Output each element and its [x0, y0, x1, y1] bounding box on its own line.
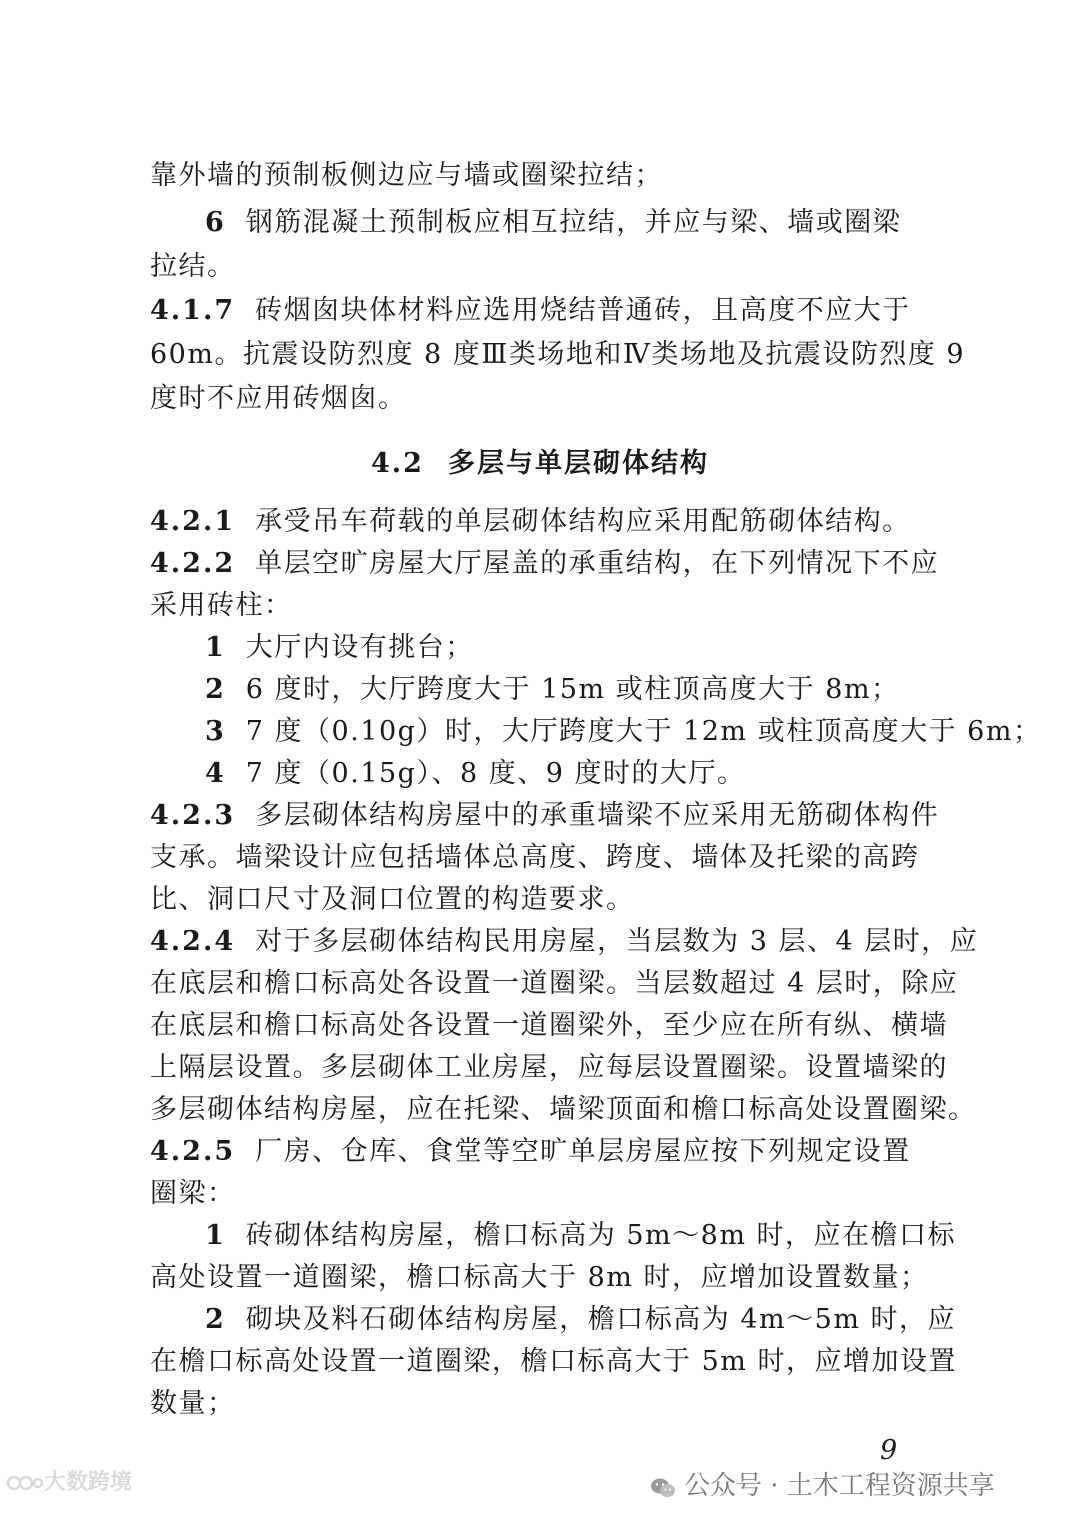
clause-4-2-2: 4.2.2 单层空旷房屋大厅屋盖的承重结构，在下列情况下不应 — [150, 548, 940, 579]
clause-4-2-4: 4.2.4 对于多层砌体结构民用房屋，当层数为 3 层、4 层时，应 — [150, 926, 979, 957]
list-item: 4 7 度（0.15g）、8 度、9 度时的大厅。 — [205, 758, 746, 789]
text-line: 在檐口标高处设置一道圈梁，檐口标高大于 5m 时，应增加设置 — [150, 1346, 957, 1377]
watermark-logo-icon — [6, 1473, 44, 1493]
text-line: 上隔层设置。多层砌体工业房屋，应每层设置圈梁。设置墙梁的 — [150, 1052, 948, 1083]
text-line: 在底层和檐口标高处各设置一道圈梁外，至少应在所有纵、横墙 — [150, 1010, 948, 1041]
clause-4-1-7: 4.1.7 砖烟囱块体材料应选用烧结普通砖，且高度不应大于 — [150, 295, 911, 326]
section-title: 多层与单层砌体结构 — [447, 448, 709, 479]
clause-number: 4.2.4 — [150, 926, 236, 957]
text-line: 高处设置一道圈梁，檐口标高大于 8m 时，应增加设置数量； — [150, 1262, 929, 1293]
wechat-account-label: 公众号 · 土木工程资源共享 — [650, 1465, 995, 1502]
clause-number: 4.2.1 — [150, 506, 236, 537]
watermark: 大数跨境 — [6, 1465, 132, 1496]
text-line: 度时不应用砖烟囱。 — [150, 383, 407, 414]
list-item: 2 6 度时，大厅跨度大于 15m 或柱顶高度大于 8m； — [205, 674, 900, 705]
list-item: 1 大厅内设有挑台； — [205, 632, 474, 663]
text-line: 圈梁： — [150, 1178, 236, 1209]
text-line: 采用砖柱： — [150, 590, 293, 621]
wechat-icon — [650, 1476, 676, 1498]
text-line: 数量； — [150, 1388, 236, 1419]
item-number: 2 — [205, 674, 226, 705]
clause-number: 4.2.2 — [150, 548, 236, 579]
text-line: 多层砌体结构房屋，应在托梁、墙梁顶面和檐口标高处设置圈梁。 — [150, 1094, 977, 1125]
clause-4-2-3: 4.2.3 多层砌体结构房屋中的承重墙梁不应采用无筋砌体构件 — [150, 800, 940, 831]
item-number: 1 — [205, 632, 226, 663]
clause-4-2-5: 4.2.5 厂房、仓库、食堂等空旷单层房屋应按下列规定设置 — [150, 1136, 911, 1167]
list-item: 1 砖砌体结构房屋，檐口标高为 5m～8m 时，应在檐口标 — [205, 1220, 957, 1251]
item-number: 6 — [205, 207, 226, 238]
clause-number: 4.2.3 — [150, 800, 236, 831]
item-number: 3 — [205, 716, 226, 747]
list-item: 6 钢筋混凝土预制板应相互拉结，并应与梁、墙或圈梁 — [205, 207, 902, 238]
text-line: 靠外墙的预制板侧边应与墙或圈梁拉结； — [150, 160, 663, 191]
clause-number: 4.2.5 — [150, 1136, 236, 1167]
page-number: 9 — [880, 1435, 898, 1466]
text-line: 拉结。 — [150, 251, 236, 282]
item-number: 2 — [205, 1304, 226, 1335]
text-line: 比、洞口尺寸及洞口位置的构造要求。 — [150, 884, 635, 915]
clause-number: 4.1.7 — [150, 295, 236, 326]
clause-4-2-1: 4.2.1 承受吊车荷载的单层砌体结构应采用配筋砌体结构。 — [150, 506, 911, 537]
text-line: 60m。抗震设防烈度 8 度Ⅲ类场地和Ⅳ类场地及抗震设防烈度 9 — [150, 339, 966, 370]
item-number: 4 — [205, 758, 226, 789]
list-item: 2 砌块及料石砌体结构房屋，檐口标高为 4m～5m 时，应 — [205, 1304, 957, 1335]
text-line: 在底层和檐口标高处各设置一道圈梁。当层数超过 4 层时，除应 — [150, 968, 959, 999]
section-heading — [0, 441, 1080, 480]
item-number: 1 — [205, 1220, 226, 1251]
list-item: 3 7 度（0.10g）时，大厅跨度大于 12m 或柱顶高度大于 6m； — [205, 716, 1042, 747]
section-number: 4.2 — [371, 448, 424, 479]
text-line: 支承。墙梁设计应包括墙体总高度、跨度、墙体及托梁的高跨 — [150, 842, 920, 873]
